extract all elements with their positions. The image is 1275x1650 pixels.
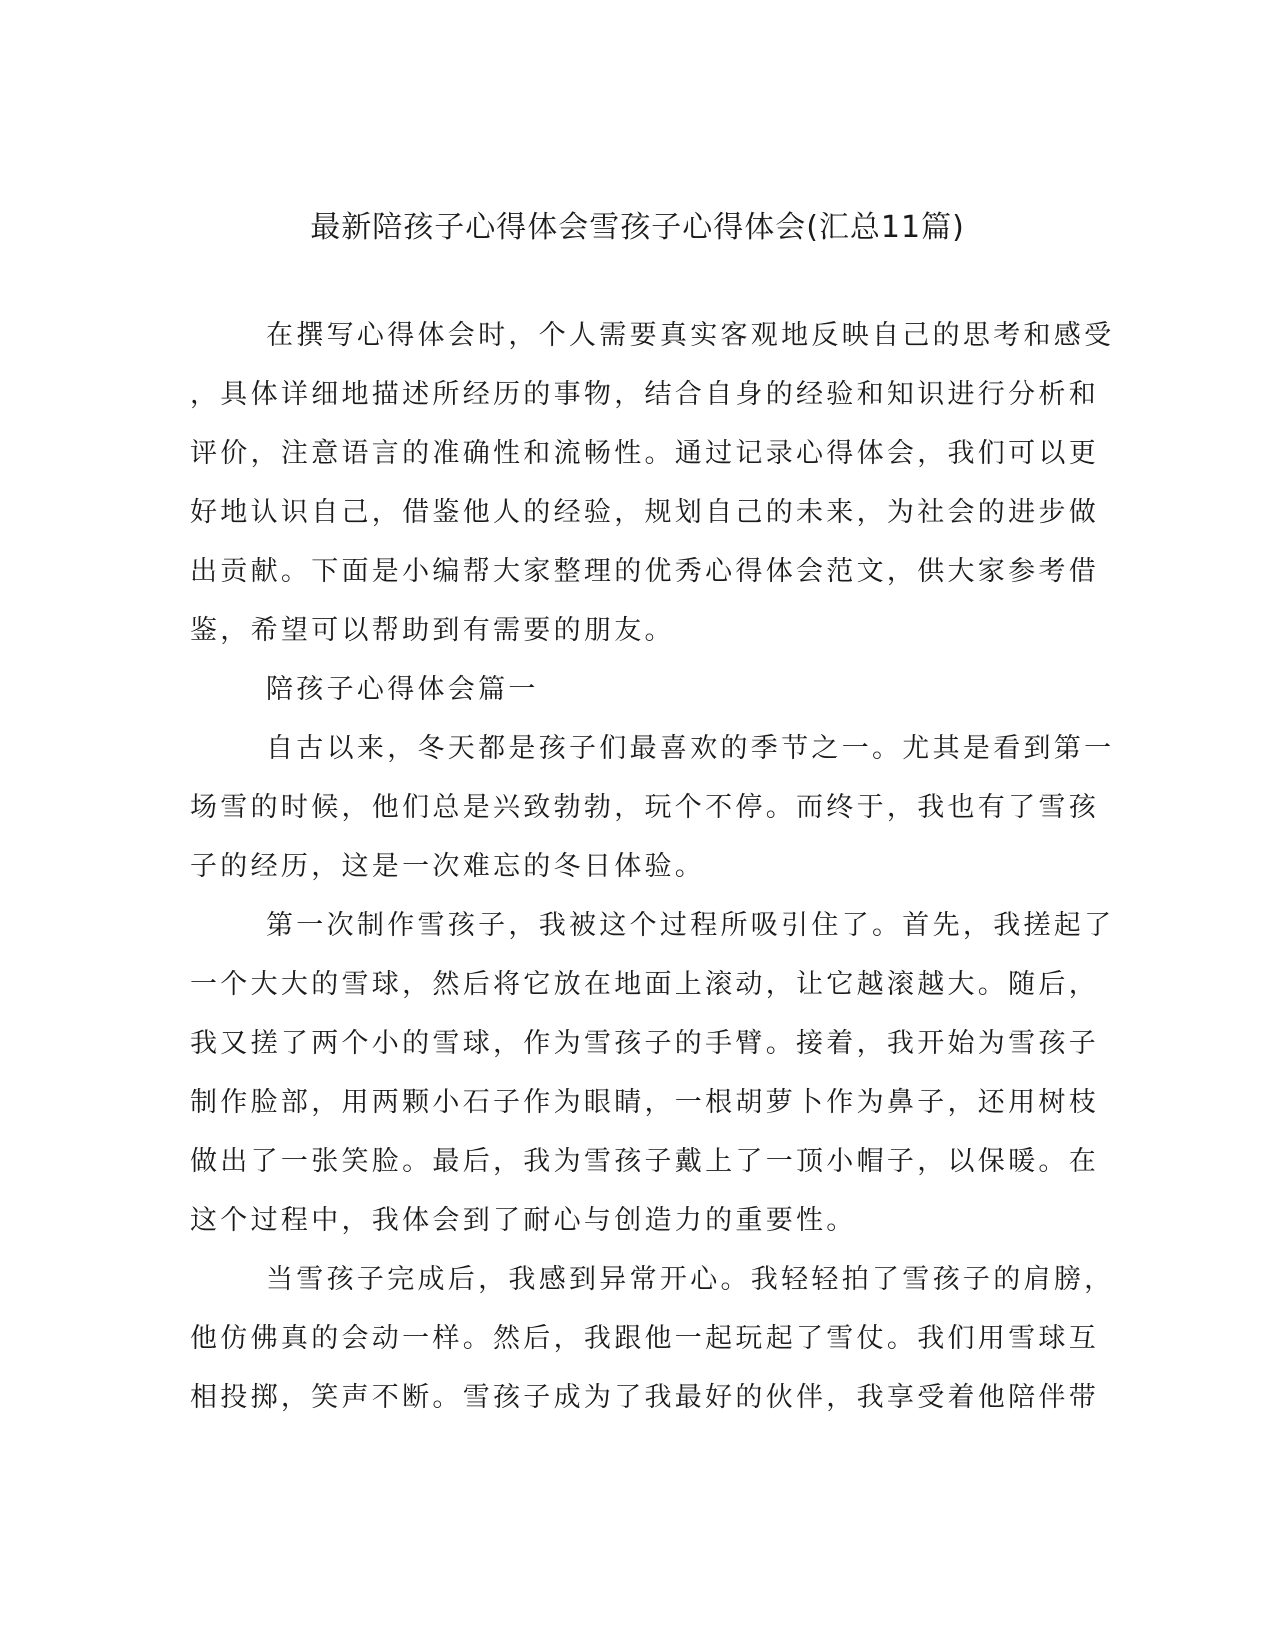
paragraph-line: 第一次制作雪孩子，我被这个过程所吸引住了。首先，我搓起了 xyxy=(266,910,1115,941)
paragraph-line: 我又搓了两个小的雪球，作为雪孩子的手臂。接着，我开始为雪孩子 xyxy=(190,1028,1099,1059)
document-title: 最新陪孩子心得体会雪孩子心得体会(汇总11篇) xyxy=(310,210,965,245)
paragraph-line: 制作脸部，用两颗小石子作为眼睛，一根胡萝卜作为鼻子，还用树枝 xyxy=(190,1087,1099,1118)
paragraph-line: ，具体详细地描述所经历的事物，结合自身的经验和知识进行分析和 xyxy=(190,379,1099,410)
section-heading: 陪孩子心得体会篇一 xyxy=(266,674,539,705)
paragraph-line: 在撰写心得体会时，个人需要真实客观地反映自己的思考和感受 xyxy=(266,320,1115,351)
paragraph-line: 评价，注意语言的准确性和流畅性。通过记录心得体会，我们可以更 xyxy=(190,438,1099,469)
paragraph-line: 好地认识自己，借鉴他人的经验，规划自己的未来，为社会的进步做 xyxy=(190,497,1099,528)
paragraph-line: 他仿佛真的会动一样。然后，我跟他一起玩起了雪仗。我们用雪球互 xyxy=(190,1323,1099,1354)
paragraph-line: 场雪的时候，他们总是兴致勃勃，玩个不停。而终于，我也有了雪孩 xyxy=(190,792,1099,823)
paragraph-line: 自古以来，冬天都是孩子们最喜欢的季节之一。尤其是看到第一 xyxy=(266,733,1115,764)
paragraph-line: 相投掷，笑声不断。雪孩子成为了我最好的伙伴，我享受着他陪伴带 xyxy=(190,1382,1099,1413)
paragraph-line: 子的经历，这是一次难忘的冬日体验。 xyxy=(190,851,706,882)
paragraph-line: 做出了一张笑脸。最后，我为雪孩子戴上了一顶小帽子，以保暖。在 xyxy=(190,1146,1099,1177)
paragraph-line: 当雪孩子完成后，我感到异常开心。我轻轻拍了雪孩子的肩膀， xyxy=(266,1264,1115,1295)
paragraph-line: 出贡献。下面是小编帮大家整理的优秀心得体会范文，供大家参考借 xyxy=(190,556,1099,587)
paragraph-line: 这个过程中，我体会到了耐心与创造力的重要性。 xyxy=(190,1205,857,1236)
paragraph-line: 一个大大的雪球，然后将它放在地面上滚动，让它越滚越大。随后， xyxy=(190,969,1099,1000)
paragraph-line: 鉴，希望可以帮助到有需要的朋友。 xyxy=(190,615,675,646)
